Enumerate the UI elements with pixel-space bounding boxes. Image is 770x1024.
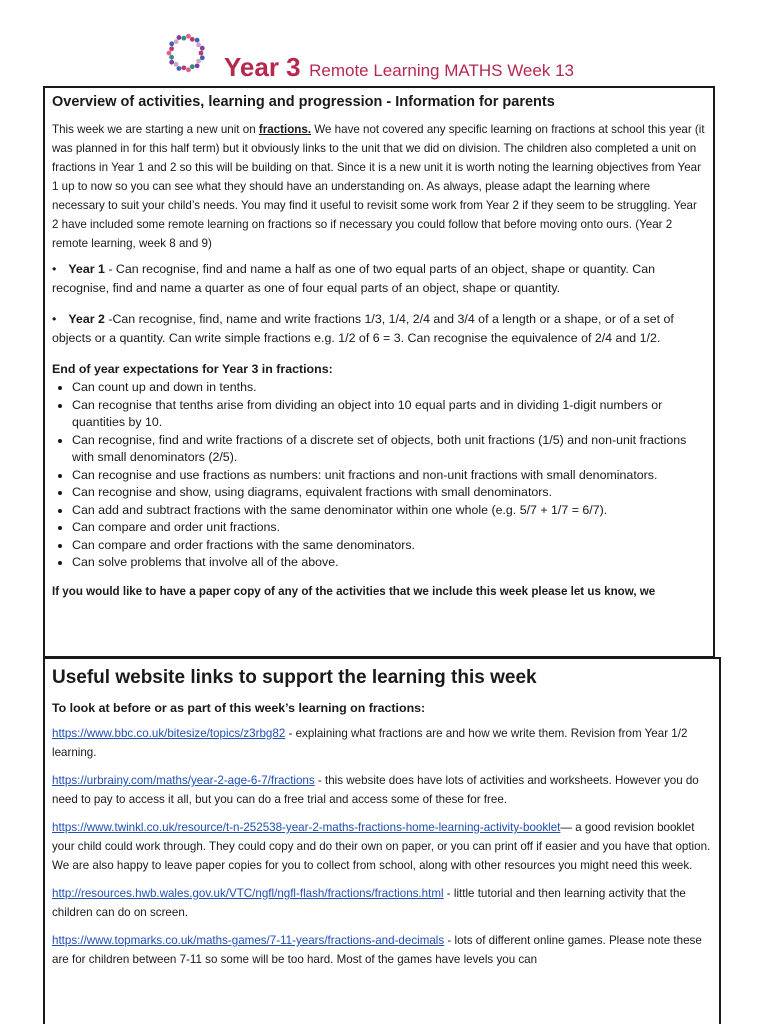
intro-before: This week we are starting a new unit on xyxy=(52,123,259,136)
year1-label: Year 1 xyxy=(68,262,105,276)
overview-box xyxy=(43,86,715,658)
urbrainy-link[interactable]: https://urbrainy.com/maths/year-2-age-6-7/fractions xyxy=(52,774,315,787)
link-item-twinkl xyxy=(52,818,711,875)
links-subheading: To look at before or as part of this week’s learning on fractions: xyxy=(52,701,426,715)
list-item: • Can recognise, find and write fractions of a discrete set of objects, both unit fractions (1/5) and non-unit fractions with small denominators (2/5). xyxy=(72,432,705,467)
link-item-urbrainy xyxy=(52,771,711,809)
link-description: - lots of different online games. Please note these are for children between 7-11 so some will be too hard. Most of the games have levels you can xyxy=(52,934,702,966)
link-item-hwb xyxy=(52,884,711,922)
list-item: • Can count up and down in tenths. xyxy=(72,379,705,397)
overview-intro xyxy=(52,120,705,253)
list-item: • Can recognise and show, using diagrams, equivalent fractions with small denominators. xyxy=(72,484,705,502)
expectations-heading: End of year expectations for Year 3 in fractions: xyxy=(52,362,333,376)
expectations-list xyxy=(52,379,705,572)
list-item: • Can compare and order unit fractions. xyxy=(72,519,705,537)
year1-objective xyxy=(52,260,705,298)
year2-text: -Can recognise, find, name and write fractions 1/3, 1/4, 2/4 and 3/4 of a length or a shape, or of a set of objects or a quantity. Can write simple fractions e.g. 1/2 of 6 = 3. Can recognise the equivalence of 2/4 and 1/2. xyxy=(52,312,674,345)
twinkl-link[interactable]: https://www.twinkl.co.uk/resource/t-n-252538-year-2-maths-fractions-home-learning-activity-booklet xyxy=(52,821,561,834)
hwb-link[interactable]: http://resources.hwb.wales.gov.uk/VTC/ngfl/ngfl-flash/fractions/fractions.html xyxy=(52,887,444,900)
link-description: — a good revision booklet your child could work through. They could copy and do their own on paper, or you can print off if easier and you have that option. We are also happy to leave paper copies for you to collect from school, along with other resources you might need this week. xyxy=(52,821,711,872)
list-item: • Can recognise and use fractions as numbers: unit fractions and non-unit fractions with small denominators. xyxy=(72,467,705,485)
link-description: - little tutorial and then learning activity that the children can do on screen. xyxy=(52,887,686,919)
link-item-topmarks xyxy=(52,931,711,969)
list-item: • Can compare and order fractions with the same denominators. xyxy=(72,537,705,555)
title-year: Year 3 xyxy=(224,52,301,82)
intro-fractions: fractions. xyxy=(258,123,312,136)
topmarks-link[interactable]: https://www.topmarks.co.uk/maths-games/7-11-years/fractions-and-decimals xyxy=(52,934,445,947)
bbc-link[interactable]: https://www.bbc.co.uk/bitesize/topics/z3rbg82 xyxy=(52,727,286,740)
year2-label: Year 2 xyxy=(68,312,105,326)
page-header xyxy=(0,30,770,86)
link-item-bbc xyxy=(52,724,711,762)
list-item: • Can add and subtract fractions with the same denominator within one whole (e.g. 5/7 + 1/7 = 6/7). xyxy=(72,502,705,520)
bullet-icon: • xyxy=(52,262,57,276)
wreath-logo-icon xyxy=(165,32,207,74)
overview-heading: Overview of activities, learning and progression - Information for parents xyxy=(52,94,555,110)
list-item: • Can recognise that tenths arise from dividing an object into 10 equal parts and in dividing 1-digit numbers or quantities by 10. xyxy=(72,397,705,432)
link-description: - this website does have lots of activities and worksheets. However you do need to pay to access it all, but you can do a free trial and access some of these for free. xyxy=(52,774,699,806)
link-description: - explaining what fractions are and how we write them. Revision from Year 1/2 learning. xyxy=(52,727,688,759)
year1-text: - Can recognise, find and name a half as one of two equal parts of an object, shape or quantity. Can recognise, find and name a quarter as one of four equal parts of an object, shape or quantity. xyxy=(52,262,655,295)
year2-objective xyxy=(52,310,705,348)
bullet-icon: • xyxy=(52,312,57,326)
links-heading: Useful website links to support the learning this week xyxy=(52,667,537,688)
page-title xyxy=(224,52,574,83)
intro-after: We have not covered any specific learning on fractions at school this year (it was planned in for this half term) but it obviously links to the unit that we did on division. The children also completed a unit on fractions in Year 1 and 2 so this will be building on that. Since it is a new unit it is worth noting the learning objectives from Year 1 up to now so you can see what they should have an understanding on. As always, please adapt the learning where necessary to suit your child’s needs. You may find it useful to revisit some work from Year 2 if they seem to be struggling. Year 2 have included some remote learning on fractions so if necessary you could follow that before moving onto ours. (Year 2 remote learning, week 8 and 9) xyxy=(52,123,705,250)
paper-copy-note: If you would like to have a paper copy of any of the activities that we include this week please let us know, we xyxy=(52,584,656,598)
title-rest: Remote Learning MATHS Week 13 xyxy=(309,61,574,80)
links-box xyxy=(43,657,721,1024)
list-item: • Can solve problems that involve all of the above. xyxy=(72,554,705,572)
